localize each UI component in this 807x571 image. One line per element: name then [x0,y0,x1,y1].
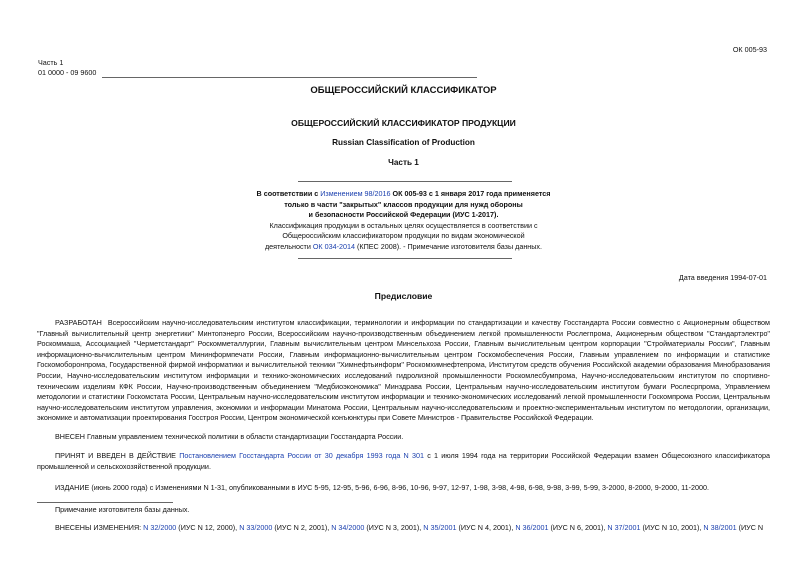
resolution-301-link[interactable]: Постановлением Госстандарта России от 30 декабря 1993 года N 301 [179,451,424,460]
notice-line-4: Классификация продукции в остальных целях осуществляется в соответствии с [269,221,538,230]
change-38-2001-link[interactable]: N 38/2001 [703,523,737,532]
notice-line-5: Общероссийским классификатором продукции по видам экономической [282,231,525,240]
change-33-2000-note: (ИУС N 2, 2001), [272,523,332,532]
change-37-2001-note: (ИУС N 10, 2001), [640,523,704,532]
notice-line-3: и безопасности Российской Федерации (ИУС 1-2017). [308,210,499,219]
notice-line-1-suffix: ОК 005-93 с 1 января 2017 года применяется [390,189,551,198]
foreword-heading: Предисловие [374,291,433,301]
change-34-2000-link[interactable]: N 34/2000 [331,523,365,532]
changes-label: ВНЕСЕНЫ ИЗМЕНЕНИЯ: [55,523,144,532]
change-35-2001-note: (ИУС N 4, 2001), [456,523,516,532]
change-33-2000-link[interactable]: N 33/2000 [239,523,273,532]
change-36-2001-link[interactable]: N 36/2001 [515,523,549,532]
notice-bottom-rule [298,258,512,259]
adopted-suffix: с 1 июля 1994 года на территории Российской Федерации взамен Общесоюзного классификатора промышленной и сельскохозяйственной продукции. [37,451,770,471]
change-37-2001-link[interactable]: N 37/2001 [607,523,641,532]
changes-paragraph [37,523,770,534]
main-title: ОБЩЕРОССИЙСКИЙ КЛАССИФИКАТОР [310,85,497,96]
notice-line-1-prefix: В соответствии с [256,189,321,198]
adopted-paragraph [37,451,770,472]
code-range-underline [102,77,477,78]
developed-text: Всероссийским научно-исследовательским институтом классификации, терминологии и информации по стандартизации и качеству Госстандарта России совместно с Акционерным обществом "Главный вычислительный центр энергетики" Минтопэнерго России, Всероссийским научно-производственным объединением легкой промышленности Рослегпрома, Акционерным обществом "Стандартэлектро" Роскоммаша, Ассоциацией "Черметстандарт" Роскомметаллургии, Главным вычислительным центром Минсельхоза России, Главным вычислительным центром корпорации "Стройматериалы России", Главным информационно-вычислительным центром Мининформпечати России, Главным информационно-вычислительным центром Госкомобеспечения России, Главным управлением по информации и статистике Госкомоборонпрома, Государственной фирмой информатики и вычислительной техники "Химнефтьинформ" Роскомхимнефтепрома, Институтом средств обучения Российской академии образования Минобразования России, Научно-исследовательским институтом информации и технико-экономических исследований гидролизной промышленности Роскомлесбумпрома, Научно-исследовательским институтом по спортивно-техническим изделиям КФК России, Научно-производственным объединением "Медбиоэкономика" Минздрава России, Центральным научно-исследовательским институтом бумаги Рослесрпрома, Управлением методологии и статистики Госкомстата России, Центральным научно-исследовательским институтом информации и технико-экономических исследований легкой промышленности Госкомпрома России, Центральным научно-исследовательским институтом управления, экономики и информации Минатома России, Центральным научно-исследовательским и проектно-экспериментальным институтом по методологии, организации, экономике и автоматизации проектирования Госстроя России, Центром экономической конъюнктуры при Совете Министров - Правительстве Российской Федерации. [37,318,770,423]
notice-line-6 [0,242,807,251]
notice-top-rule [298,181,512,182]
code-range: 01 0000 - 09 9600 [38,68,97,77]
developed-label: РАЗРАБОТАН [55,318,102,327]
change-36-2001-note: (ИУС N 6, 2001), [548,523,608,532]
notice-line-6-prefix: деятельности [264,242,313,251]
edition-paragraph [37,483,770,494]
change-98-link[interactable]: Изменением 98/2016 [320,189,391,198]
notice-line-6-suffix: (КПЕС 2008). - Примечание изготовителя базы данных. [355,242,543,251]
notice-line-1 [0,189,807,198]
english-title: Russian Classification of Production [332,138,475,147]
adopted-prefix: ПРИНЯТ И ВВЕДЕН В ДЕЙСТВИЕ [55,451,180,460]
change-32-2000-link[interactable]: N 32/2000 [143,523,177,532]
change-32-2000-note: (ИУС N 12, 2000), [176,523,240,532]
ok-034-2014-link[interactable]: ОК 034-2014 [312,242,355,251]
change-34-2000-note: (ИУС N 3, 2001), [364,523,424,532]
classifier-title: ОБЩЕРОССИЙСКИЙ КЛАССИФИКАТОР ПРОДУКЦИИ [291,118,516,128]
edition-text: ИЗДАНИЕ (июнь 2000 года) с Изменениями N 1-31, опубликованными в ИУС 5-95, 12-95, 5-96, 6-96, 8-96, 10-96, 9-97, 12-97, 1-98, 3-98, 4-98, 6-98, 9-98, 3-99, 5-99, 3-2000, 8-2000, 9-2000, 11-2000. [55,483,710,492]
introduction-date: Дата введения 1994-07-01 [678,273,767,282]
document-code: ОК 005-93 [732,45,767,54]
change-35-2001-link[interactable]: N 35/2001 [423,523,457,532]
db-note: Примечание изготовителя базы данных. [55,505,190,514]
notice-line-2: только в части "закрытых" классов продукции для нужд обороны [284,200,523,209]
developed-paragraph [37,318,770,424]
part-title: Часть 1 [388,158,419,167]
db-note-rule [37,502,173,503]
change-38-2001-note: (ИУС N [736,523,764,532]
introduced-text: ВНЕСЕН Главным управлением технической политики в области стандартизации Госстандарта России. [55,432,404,441]
introduced-paragraph [37,432,770,443]
part-label: Часть 1 [38,58,64,67]
